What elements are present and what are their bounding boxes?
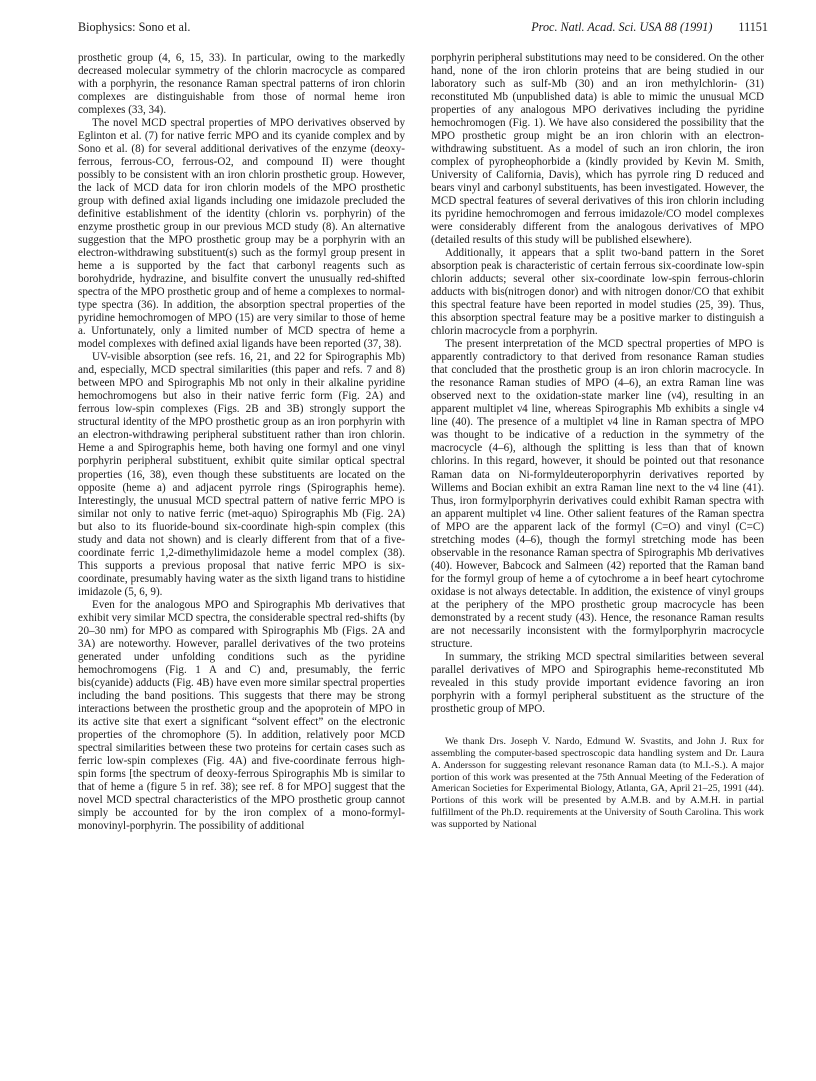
acknowledgment: We thank Drs. Joseph V. Nardo, Edmund W. Svastits, and John J. Rux for assembling the computer-based spectroscopic data handling system and Dr. Laura A. Andersson for suggesting relevant resonance Raman data (to M.I.-S.). A major portion of this work was presented at the 75th Annual Meeting of the Federation of American Societies for Experimental Biology, Atlanta, GA, April 21–25, 1991 (44). Portions of this work will be presented by A.M.B. and by A.M.H. in partial fulfillment of the Ph.D. requirements at the University of South Carolina. This work was supported by National — [431, 735, 764, 831]
journal-citation: Proc. Natl. Acad. Sci. USA 88 (1991) — [531, 20, 713, 34]
paragraph: prosthetic group (4, 6, 15, 33). In particular, owing to the markedly decreased molecular symmetry of the chlorin macrocycle as compared with a porphyrin, the resonance Raman spectral patterns of iron chlorin complexes are distinguishable from those of normal heme iron complexes (33, 34). — [78, 52, 405, 117]
paragraph: The novel MCD spectral properties of MPO derivatives observed by Eglinton et al. (7) for native ferric MPO and its cyanide complex and by Sono et al. (8) for several additional derivatives of the enzyme (deoxy-ferrous, ferrous-CO, ferrous-O2, and compound II) were thought possibly to be consistent with an iron chlorin prosthetic group. However, the lack of MCD data for iron chlorin models of the MPO prosthetic group with defined axial ligands including one imidazole precluded the definitive establishment of the identity (chlorin vs. porphyrin) of the enzyme prosthetic group in our previous MCD study (8). An alternative suggestion that the MPO prosthetic group may be a porphyrin with an electron-withdrawing substituent(s) such as the formyl group present in heme a is supported by the fact that carbonyl reagents such as borohydride, hydrazine, and bisulfite convert the unusually red-shifted spectra of the MPO prosthetic group and of heme a complexes to normal-type spectra (36). In addition, the absorption spectral properties of the pyridine hemochromogen of MPO (15) are very similar to those of heme a. Unfortunately, only a limited number of MCD spectra of heme a model complexes with defined axial ligands have been reported (37, 38). — [78, 117, 405, 351]
page-number: 11151 — [738, 20, 768, 34]
running-header — [78, 20, 768, 42]
left-column — [78, 52, 405, 833]
paragraph: Additionally, it appears that a split two-band pattern in the Soret absorption peak is characteristic of certain ferrous six-coordinate low-spin chlorin adducts; several other six-coordinate low-spin ferrous-chlorin adducts with bis(nitrogen donor) and with nitrogen donor/CO that exhibit this spectral feature have been reported in model studies (25, 39). Thus, this absorption spectral feature may be a positive marker to distinguish a chlorin macrocycle from a porphyrin. — [431, 247, 764, 338]
paragraph: Even for the analogous MPO and Spirographis Mb derivatives that exhibit very similar MCD spectra, the considerable spectral red-shifts (by 20–30 nm) for MPO as compared with Spirographis Mb (Figs. 2A and 3A) are noteworthy. However, parallel derivatives of the two proteins generated under unfolding conditions such as the pyridine hemochromogens (Fig. 1 A and C) and, presumably, the ferric bis(cyanide) adducts (Fig. 4B) have even more similar spectral properties including the band positions. This suggests that there may be strong interactions between the prosthetic group and the apoprotein of MPO in its active site that exert a significant “solvent effect” on the electronic properties of the chromophore (5). In addition, relatively poor MCD spectral similarities between these two proteins for certain cases such as ferric low-spin complexes (Fig. 4A) and five-coordinate ferrous high-spin forms [the spectrum of deoxy-ferrous Spirographis Mb is similar to that of heme a (figure 5 in ref. 38); see ref. 8 for MPO] suggest that the novel MCD spectral characteristics of the MPO prosthetic group cannot simply be accounted for by the iron complex of a mono-formyl-monovinyl-porphyrin. The possibility of additional — [78, 598, 405, 832]
paragraph: The present interpretation of the MCD spectral properties of MPO is apparently contradictory to that derived from resonance Raman studies that concluded that the prosthetic group is an iron chlorin macrocycle. In the resonance Raman studies of MPO (4–6), an extra Raman line was observed next to the oxidation-state marker line (ν4), resulting in an apparent multiplet ν4 line, whereas Spirographis Mb exhibits a single ν4 line (40). The presence of a multiplet ν4 line in Raman spectra of MPO was thought to be indicative of a reduction in the symmetry of the macrocycle (4–6), although the splitting is less than that of known chlorins. In this regard, however, it should be pointed out that resonance Raman data on Ni-formyldeuteroporphyrin derivatives reported by Willems and Bocian exhibit an extra Raman line next to the ν4 line (41). Thus, iron formylporphyrin derivatives could exhibit Raman spectra with an apparent multiplet ν4 line. Other salient features of the Raman spectra of MPO are the apparent lack of the formyl (C=O) and vinyl (C=C) stretching modes (4–6), though the formyl stretching mode has been observable in the resonance Raman spectra of Spirographis Mb derivatives (40). However, Babcock and Salmeen (42) reported that the Raman band for the formyl group of heme a of cytochrome a in beef heart cytochrome oxidase is not always detectable. In addition, the existence of vinyl groups at the periphery of the MPO prosthetic group macrocycle has been demonstrated by a recent study (43). Hence, the resonance Raman results are not necessarily inconsistent with the formylporphyrin macrocycle structure. — [431, 338, 764, 650]
paragraph: In summary, the striking MCD spectral similarities between several parallel derivatives of MPO and Spirographis heme-reconstituted Mb revealed in this study provide important evidence favoring an iron porphyrin with a formyl peripheral substituent as the structure of the prosthetic group of MPO. — [431, 650, 764, 715]
running-head-right — [531, 20, 768, 35]
right-column — [431, 52, 764, 831]
running-head-left: Biophysics: Sono et al. — [78, 20, 191, 34]
paragraph: porphyrin peripheral substitutions may need to be considered. On the other hand, none of the iron chlorin proteins that are being studied in our laboratory such as sulf-Mb (30) and an iron methylchlorin- (31) reconstituted Mb (unpublished data) is able to mimic the unusual MCD properties of any analogous MPO derivatives including the pyridine hemochromogen (Fig. 1). We have also considered the possibility that the MPO prosthetic group might be an iron chlorin with an electron-withdrawing substituent. As a model of such an iron chlorin, the iron complex of pyropheophorbide a (kindly provided by Kevin M. Smith, University of California, Davis), which has pyrrole ring D reduced and bears vinyl and carbonyl substituents, has been investigated. However, the MCD spectral features of several derivatives of this iron chlorin including its pyridine hemochromogen and ferrous imidazole/CO model complexes were considerably different from the analogous derivatives of MPO (detailed results of this study will be published elsewhere). — [431, 52, 764, 247]
paragraph: UV-visible absorption (see refs. 16, 21, and 22 for Spirographis Mb) and, especially, MCD spectral similarities (this paper and refs. 7 and 8) between MPO and Spirographis Mb not only in their alkaline pyridine hemochromogens but also in their native ferric form (Fig. 2A) and ferrous low-spin complexes (Figs. 2B and 3B) strongly support the structural identity of the MPO prosthetic group as an iron porphyrin with an electron-withdrawing peripheral substituent rather than iron chlorin. Heme a and Spirographis heme, both having one formyl and one vinyl porphyrin peripheral substituent, exhibit quite similar optical spectral properties (16, 38), even though these substituents are located on the opposite (heme a) and adjacent pyrrole rings (Spirographis heme). Interestingly, the unusual MCD spectral pattern of native ferric MPO is similar not only to native ferric (met-aquo) Spirographis Mb (Fig. 2A) but also to its fluoride-bound six-coordinate high-spin complex (this study and data not shown) and is clearly different from that of a five-coordinate ferric 1,2-dimethylimidazole heme a model complex (38). This supports a previous proposal that native ferric MPO is six-coordinate, presumably having water as the sixth ligand trans to histidine imidazole (5, 6, 9). — [78, 351, 405, 598]
